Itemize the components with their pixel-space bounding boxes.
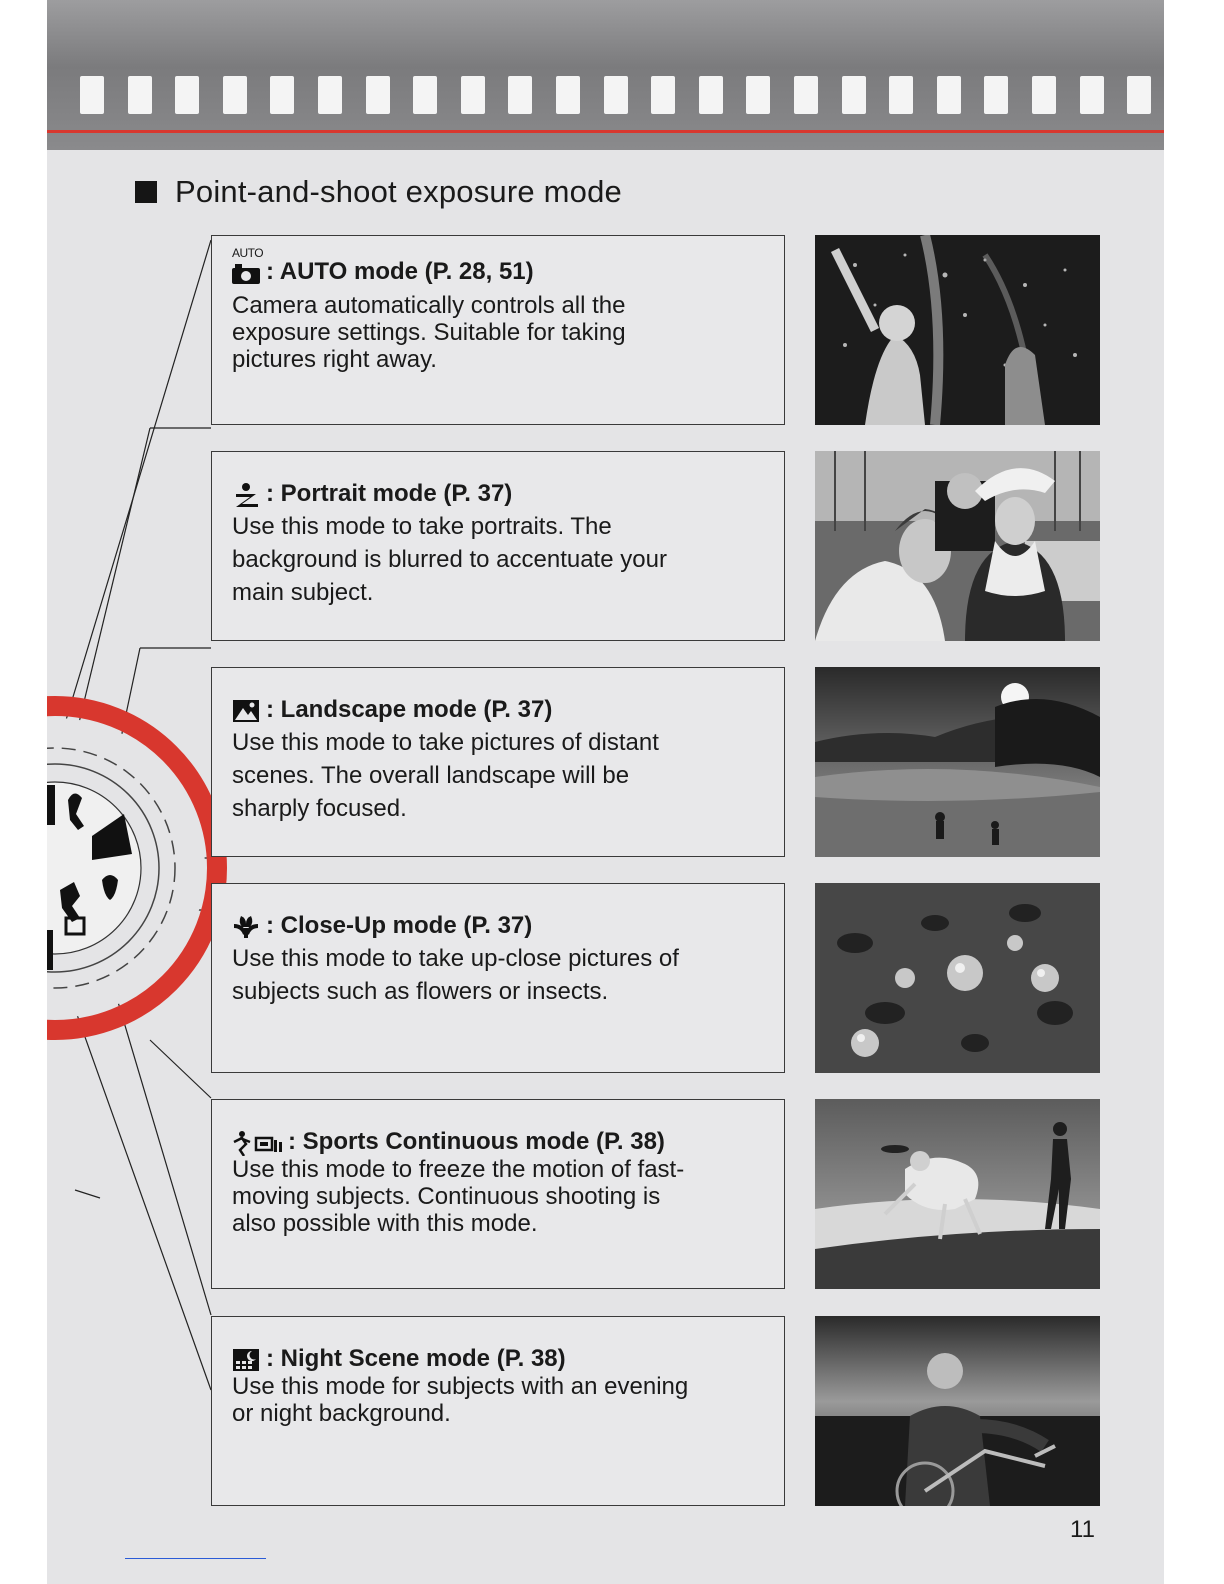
mode-description [232, 1373, 764, 1427]
film-hole [556, 76, 580, 114]
film-hole [508, 76, 532, 114]
night-scene-icon [232, 1347, 262, 1373]
landscape-icon [232, 698, 262, 724]
film-hole [413, 76, 437, 114]
film-hole [842, 76, 866, 114]
film-hole [699, 76, 723, 114]
film-hole [270, 76, 294, 114]
film-hole [604, 76, 628, 114]
page-number: 11 [1070, 1516, 1095, 1543]
mode-title: : Landscape mode (P. 37) [266, 696, 553, 723]
mode-description [232, 942, 764, 1008]
night-cyclist-photo [815, 1316, 1100, 1506]
film-hole [889, 76, 913, 114]
film-hole [1032, 76, 1056, 114]
red-accent-line [47, 130, 1164, 133]
closeup-mode-box [211, 883, 785, 1073]
film-hole [223, 76, 247, 114]
film-hole [937, 76, 961, 114]
film-hole [175, 76, 199, 114]
film-hole [651, 76, 675, 114]
portrait-mode-box [211, 451, 785, 641]
description-line: Camera automatically controls all the [232, 292, 626, 319]
film-hole [461, 76, 485, 114]
film-hole [794, 76, 818, 114]
film-strip-header [47, 0, 1164, 150]
film-hole [984, 76, 1008, 114]
flower-icon [232, 914, 262, 940]
portrait-icon [232, 482, 262, 508]
mode-description [232, 292, 764, 373]
description-line: sharply focused. [232, 795, 407, 822]
film-hole [80, 76, 104, 114]
link-underline [125, 1558, 266, 1559]
description-line: Use this mode to take pictures of distant [232, 729, 659, 756]
landscape-mode-box [211, 667, 785, 857]
jewelry-closeup-photo [815, 883, 1100, 1073]
section-title [135, 170, 622, 214]
description-line: Use this mode to take up-close pictures of [232, 945, 679, 972]
mode-title: : AUTO mode (P. 28, 51) [266, 258, 534, 285]
auto-mode-box [211, 235, 785, 425]
auto-camera-icon [232, 246, 264, 286]
mode-title: : Sports Continuous mode (P. 38) [288, 1128, 665, 1155]
description-line: Use this mode for subjects with an evening [232, 1373, 689, 1400]
description-line: background is blurred to accentuate your [232, 546, 667, 573]
section-title-text: Point-and-shoot exposure mode [175, 174, 622, 209]
coastal-landscape-photo [815, 667, 1100, 857]
description-line: Use this mode to freeze the motion of fast- [232, 1156, 685, 1183]
night-scene-mode-box [211, 1316, 785, 1506]
mode-description [232, 1156, 764, 1237]
description-line: moving subjects. Continuous shooting is [232, 1183, 661, 1210]
film-hole [366, 76, 390, 114]
film-hole [318, 76, 342, 114]
description-line: pictures right away. [232, 346, 437, 373]
description-line: or night background. [232, 1400, 451, 1427]
bullet-square-icon [135, 181, 157, 203]
description-line: subjects such as flowers or insects. [232, 978, 609, 1005]
mode-description [232, 726, 764, 825]
description-line: scenes. The overall landscape will be [232, 762, 630, 789]
film-hole [1080, 76, 1104, 114]
mode-description [232, 510, 764, 609]
dog-frisbee-beach-photo [815, 1099, 1100, 1289]
film-sprocket-holes [47, 76, 1164, 114]
mode-title: : Night Scene mode (P. 38) [266, 1345, 566, 1372]
sports-continuous-icon [232, 1130, 284, 1156]
description-line: also possible with this mode. [232, 1210, 538, 1237]
mode-title: : Portrait mode (P. 37) [266, 480, 513, 507]
description-line: Use this mode to take portraits. The [232, 513, 612, 540]
wedding-portrait-photo [815, 451, 1100, 641]
description-line: main subject. [232, 579, 374, 606]
film-hole [1127, 76, 1151, 114]
sports-continuous-mode-box [211, 1099, 785, 1289]
mode-title: : Close-Up mode (P. 37) [266, 912, 533, 939]
auto-tag: AUTO [232, 246, 264, 260]
description-line: exposure settings. Suitable for taking [232, 319, 626, 346]
splashing-water-photo [815, 235, 1100, 425]
film-hole [128, 76, 152, 114]
film-hole [746, 76, 770, 114]
